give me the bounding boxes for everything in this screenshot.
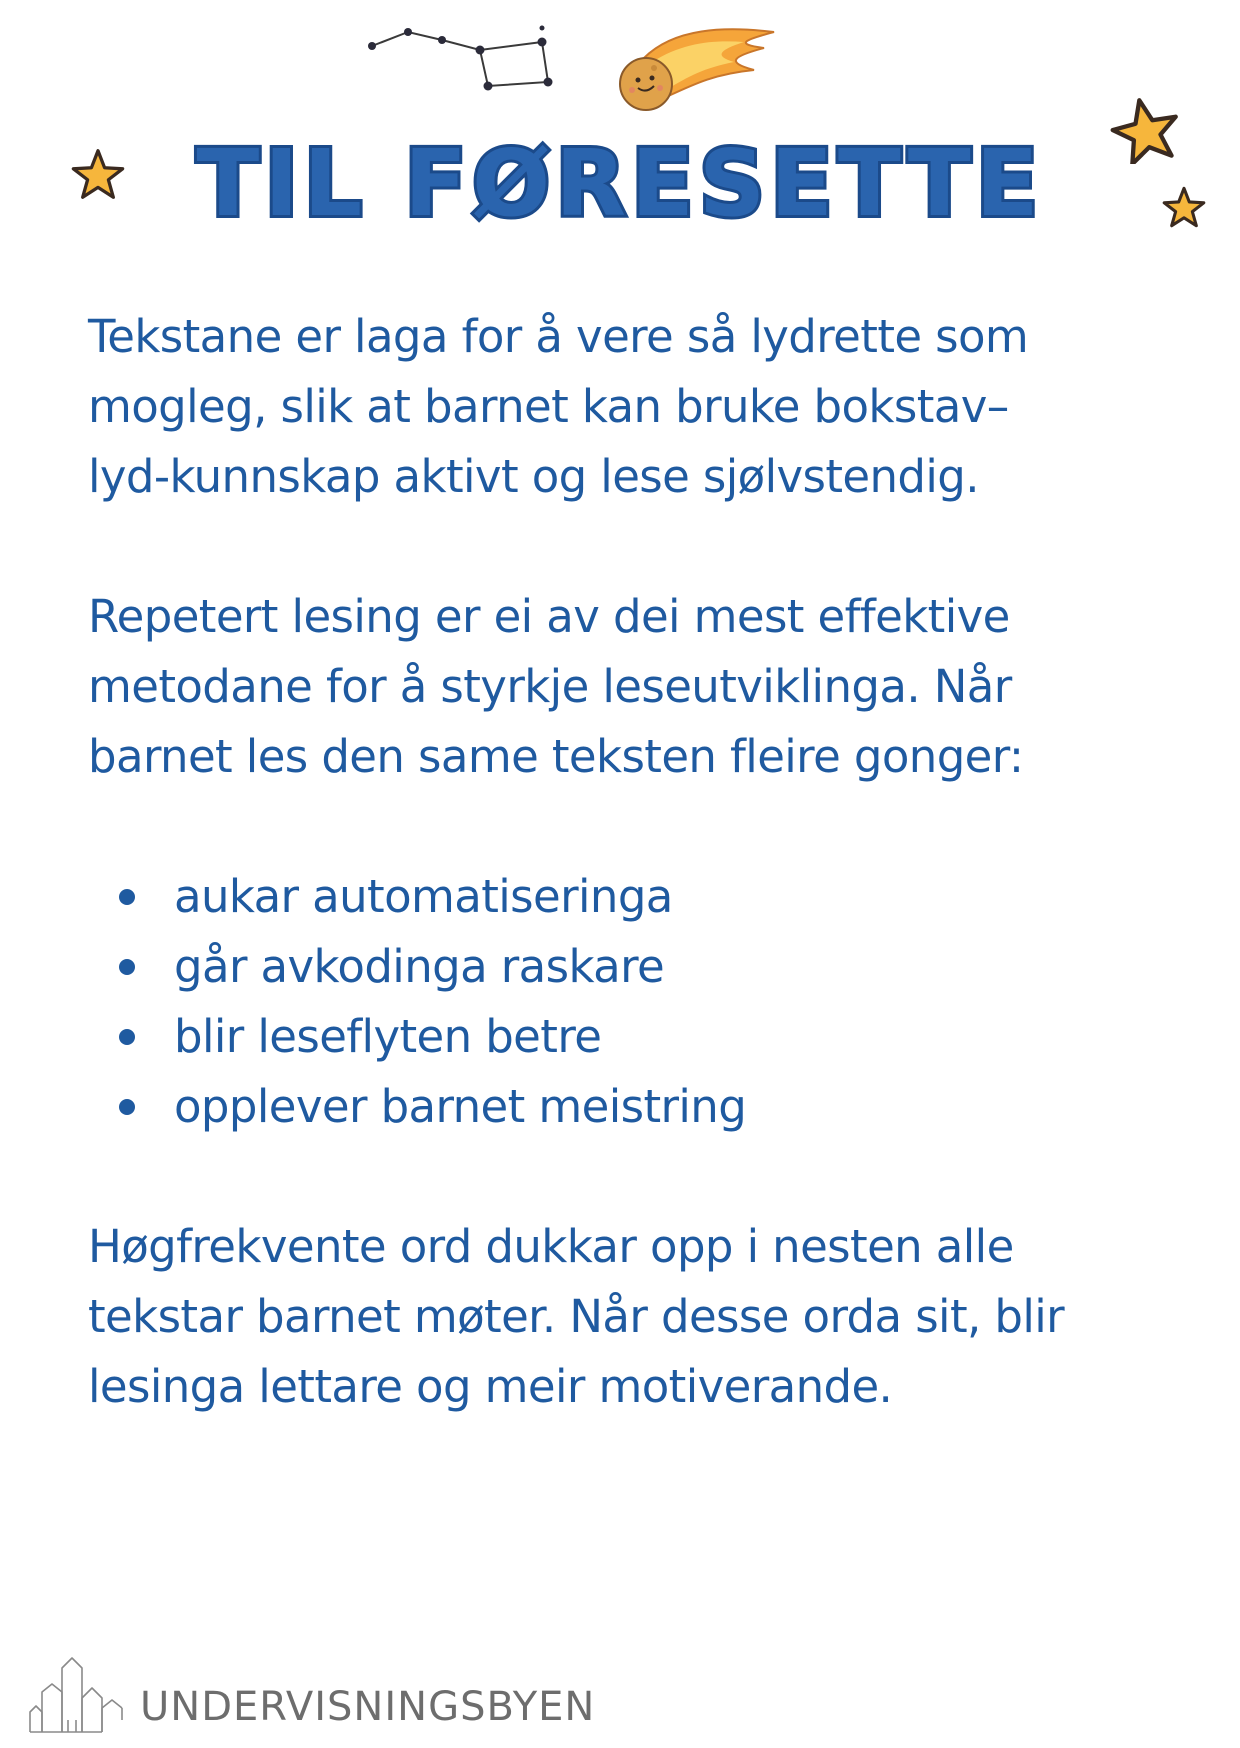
spacer [88, 512, 1178, 582]
comet-icon [604, 18, 784, 118]
text-line: barnet les den same teksten fleire gonger: [88, 730, 1024, 783]
logo-text: UNDERVISNINGSBYEN [140, 1684, 596, 1730]
list-item-label: går avkodinga raskare [174, 940, 665, 993]
bullet-icon [119, 889, 135, 905]
list-item [88, 862, 1178, 932]
page-title: TIL FØRESETTE [196, 130, 1044, 237]
text-line: Tekstane er laga for å vere så lydrette som [88, 310, 1029, 363]
text-line: metodane for å styrkje leseutviklinga. Når [88, 660, 1012, 713]
text-line: lesinga lettare og meir motiverande. [88, 1360, 893, 1413]
text-line: tekstar barnet møter. Når desse orda sit, blir [88, 1290, 1065, 1343]
logo [28, 1648, 648, 1738]
paragraph-intro [88, 302, 1178, 512]
list-item [88, 1002, 1178, 1072]
text-line: mogleg, slik at barnet kan bruke bokstav– [88, 380, 1009, 433]
spacer [88, 1142, 1178, 1212]
list-item [88, 932, 1178, 1002]
bullet-icon [119, 959, 135, 975]
text-line: lyd-kunnskap aktivt og lese sjølvstendig. [88, 450, 979, 503]
list-item-label: blir leseflyten betre [174, 1010, 602, 1063]
city-skyline-icon [28, 1648, 138, 1736]
text-line: Repetert lesing er ei av dei mest effektive [88, 590, 1010, 643]
bullet-icon [119, 1029, 135, 1045]
paragraph-repetition [88, 582, 1178, 792]
list-item [88, 1072, 1178, 1142]
body-text [88, 302, 1178, 1422]
constellation-icon [360, 16, 560, 96]
list-item-label: aukar automatiseringa [174, 870, 673, 923]
text-line: Høgfrekvente ord dukkar opp i nesten alle [88, 1220, 1014, 1273]
paragraph-high-frequency [88, 1212, 1178, 1422]
benefits-list [88, 862, 1178, 1142]
bullet-icon [119, 1099, 135, 1115]
list-item-label: opplever barnet meistring [174, 1080, 747, 1133]
spacer [88, 792, 1178, 862]
